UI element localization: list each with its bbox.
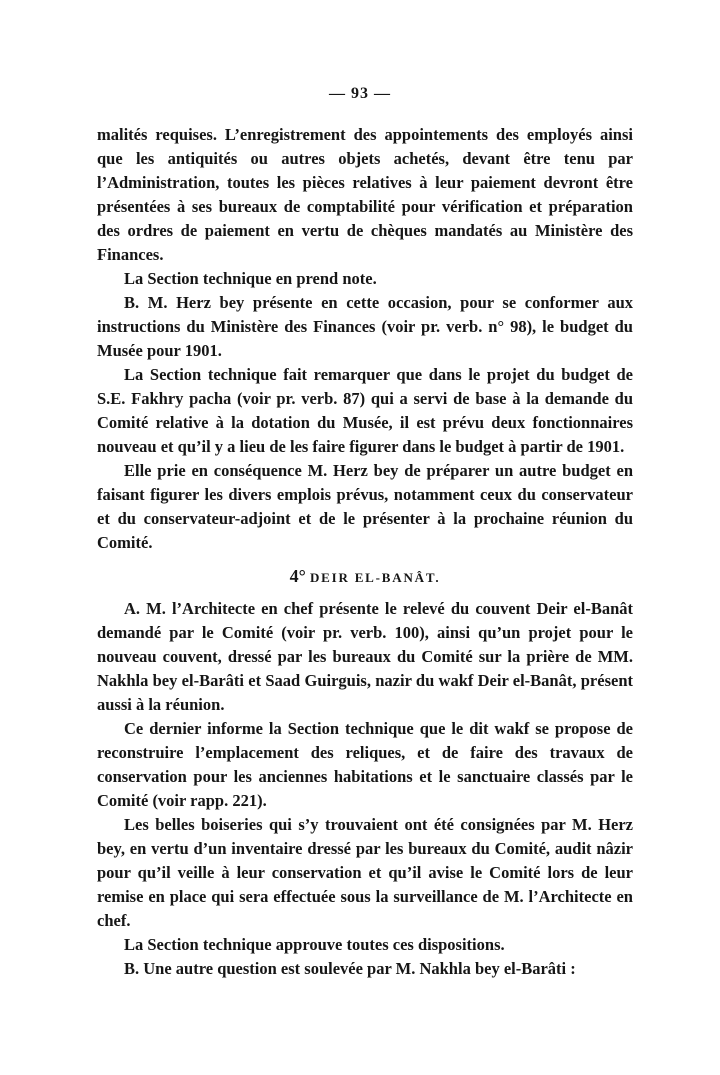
paragraph-section-approves: La Section technique approuve toutes ces dispositions. [124,935,505,954]
paragraph-other-question: B. Une autre question est soulevée par M. Nakhla bey el-Barâti : [124,959,576,978]
paragraph-budget-request: Elle prie en conséquence M. Herz bey de préparer un autre budget en faisant figurer les divers emplois prévus, notamment ceux du conservateur et du conservateur-adjoint et de le présenter à la prochaine réunion du Comité. [97,461,633,552]
paragraph-payment-formalities: malités requises. L’enregistrement des appointements des employés ainsi que les antiquités ou autres objets achetés, devant être tenu par l’Administration, toutes les pièces relatives à leur paiement devront être présentées à ses bureaux de comptabilité pour vérification et préparation des ordres de paiement en vertu de chèques mandatés au Ministère des Finances. [97,125,633,264]
paragraph-fakhry-budget-remark: La Section technique fait remarquer que dans le projet du budget de S.E. Fakhry pacha (voir pr. verb. 87) qui a servi de base à la demande du Comité relative à la dotation du Musée, il est prévu deux fonctionnaires nouveau et qu’il y a lieu de les faire figurer dans le budget à partir de 1901. [97,365,633,456]
page-number: — 93 — [329,85,391,102]
section-number: 4° [289,566,306,586]
paragraph-woodwork-inventory: Les belles boiseries qui s’y trouvaient ont été consignées par M. Herz bey, en vertu d’un inventaire dressé par les bureaux du Comité, audit nâzir pour qu’il veille à leur conservation et qu’il avise le Comité lors de leur remise en place qui sera effectuée sous la surveillance de M. l’Architecte en chef. [97,815,633,930]
paragraph-section-takes-note: La Section technique en prend note. [124,269,377,288]
text-block [97,123,633,981]
section-heading [97,564,633,590]
section-title: DEIR EL-BANÂT. [309,570,441,585]
paragraph-herz-budget: B. M. Herz bey présente en cette occasion, pour se conformer aux instructions du Ministère des Finances (voir pr. verb. n° 98), le budget du Musée pour 1901. [97,293,633,360]
paragraph-architect-survey: A. M. l’Architecte en chef présente le relevé du couvent Deir el-Banât demandé par le Comité (voir pr. verb. 100), ainsi qu’un projet pour le nouveau couvent, dressé par les bureaux du Comité sur la prière de MM. Nakhla bey el-Barâti et Saad Guirguis, nazir du wakf Deir el-Banât, présent aussi à la réunion. [97,599,633,714]
paragraph-wakf-plans: Ce dernier informe la Section technique que le dit wakf se propose de reconstruire l’emplacement des reliques, et de faire des travaux de conservation pour les anciennes habitations et le sanctuaire classés par le Comité (voir rapp. 221). [97,719,633,810]
